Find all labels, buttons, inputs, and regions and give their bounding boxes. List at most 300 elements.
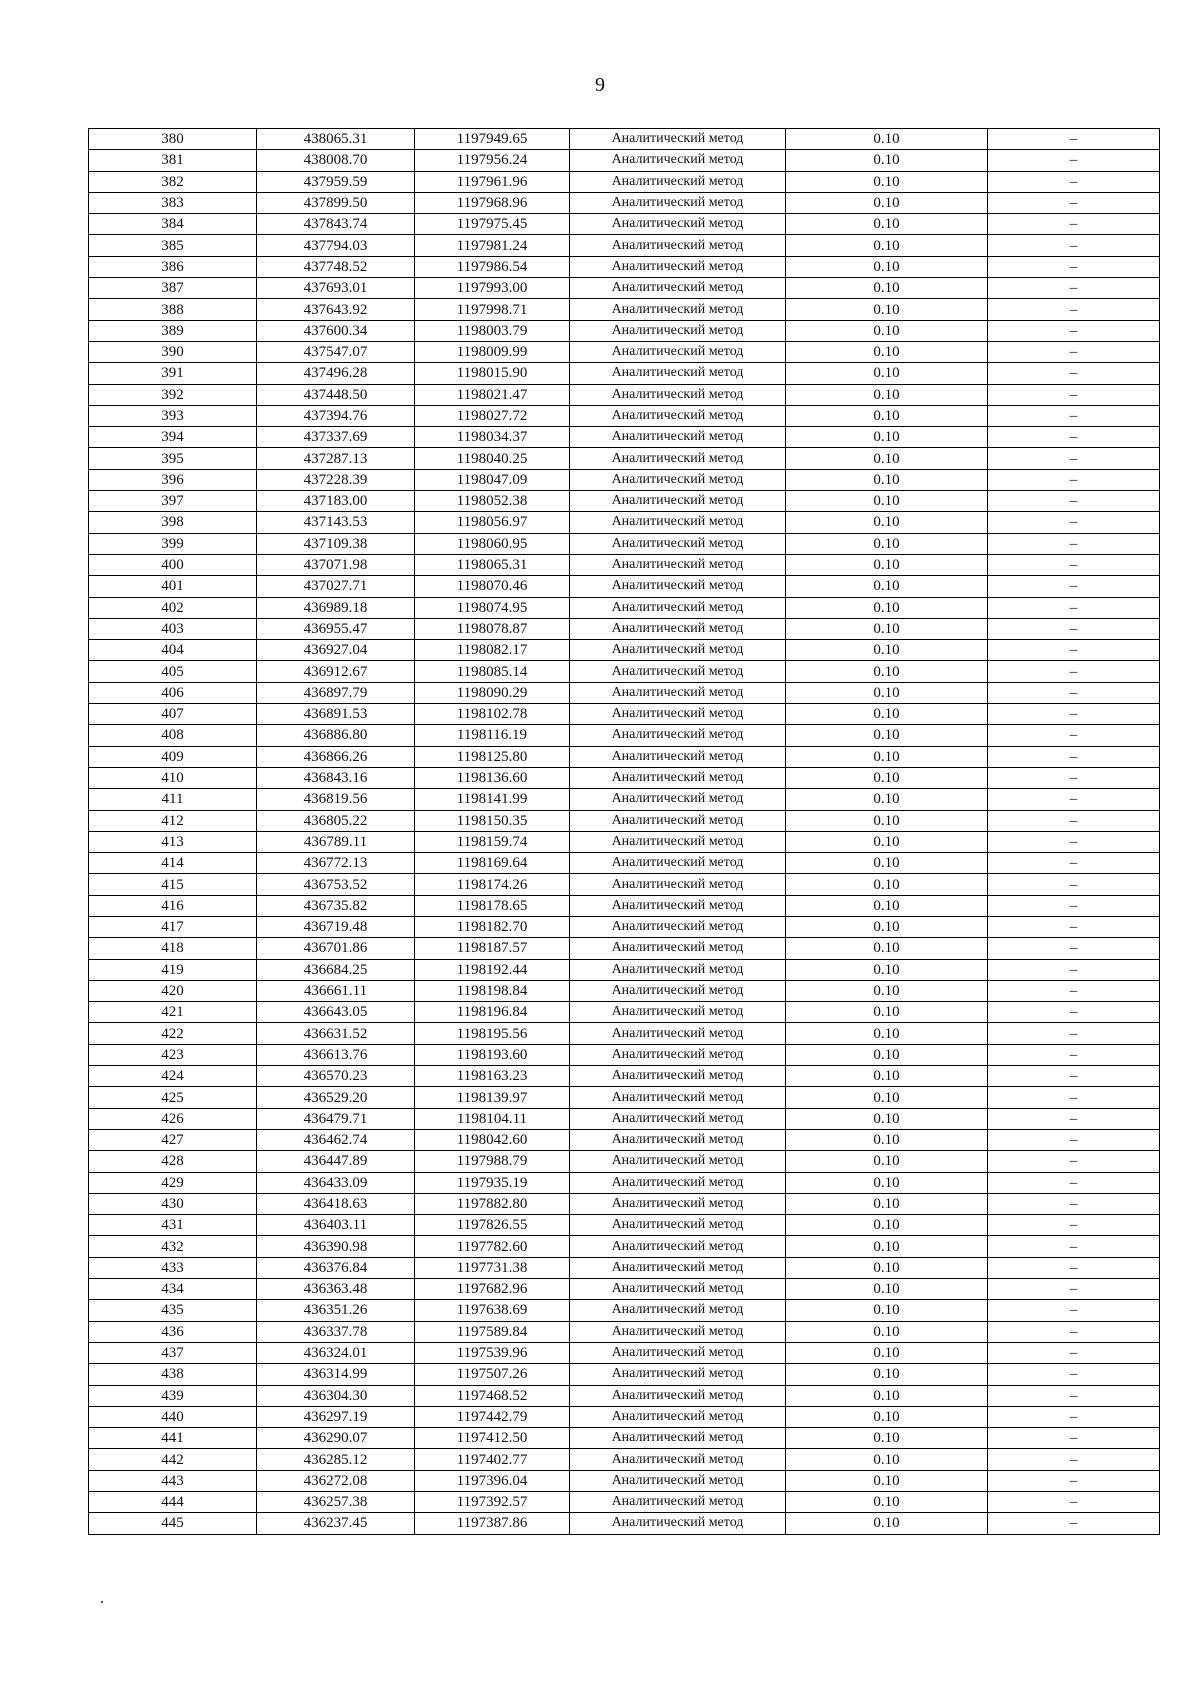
table-row xyxy=(89,1151,1160,1172)
y-coordinate-cell: 1198034.37 xyxy=(415,427,570,448)
x-coordinate-cell: 437794.03 xyxy=(257,235,415,256)
y-coordinate-cell: 1197396.04 xyxy=(415,1470,570,1491)
y-coordinate-cell: 1198056.97 xyxy=(415,512,570,533)
x-coordinate-cell: 436337.78 xyxy=(257,1321,415,1342)
method-cell: Аналитический метод xyxy=(570,746,786,767)
x-coordinate-cell: 436390.98 xyxy=(257,1236,415,1257)
method-cell: Аналитический метод xyxy=(570,1492,786,1513)
point-number-cell: 397 xyxy=(89,491,257,512)
accuracy-cell: 0.10 xyxy=(786,874,988,895)
point-number-cell: 439 xyxy=(89,1385,257,1406)
x-coordinate-cell: 437843.74 xyxy=(257,214,415,235)
accuracy-cell: 0.10 xyxy=(786,491,988,512)
accuracy-cell: 0.10 xyxy=(786,789,988,810)
note-cell: – xyxy=(988,1257,1160,1278)
method-cell: Аналитический метод xyxy=(570,1087,786,1108)
y-coordinate-cell: 1197507.26 xyxy=(415,1364,570,1385)
y-coordinate-cell: 1197968.96 xyxy=(415,192,570,213)
accuracy-cell: 0.10 xyxy=(786,129,988,150)
accuracy-cell: 0.10 xyxy=(786,554,988,575)
accuracy-cell: 0.10 xyxy=(786,1492,988,1513)
method-cell: Аналитический метод xyxy=(570,1300,786,1321)
x-coordinate-cell: 436257.38 xyxy=(257,1492,415,1513)
table-row xyxy=(89,129,1160,150)
point-number-cell: 400 xyxy=(89,554,257,575)
note-cell: – xyxy=(988,980,1160,1001)
accuracy-cell: 0.10 xyxy=(786,150,988,171)
point-number-cell: 433 xyxy=(89,1257,257,1278)
y-coordinate-cell: 1198052.38 xyxy=(415,491,570,512)
y-coordinate-cell: 1198196.84 xyxy=(415,1002,570,1023)
coordinates-table xyxy=(88,128,1160,1535)
note-cell: – xyxy=(988,682,1160,703)
x-coordinate-cell: 437899.50 xyxy=(257,192,415,213)
table-row xyxy=(89,171,1160,192)
y-coordinate-cell: 1198027.72 xyxy=(415,405,570,426)
y-coordinate-cell: 1198015.90 xyxy=(415,363,570,384)
table-row xyxy=(89,618,1160,639)
point-number-cell: 384 xyxy=(89,214,257,235)
table-row xyxy=(89,810,1160,831)
y-coordinate-cell: 1197998.71 xyxy=(415,299,570,320)
x-coordinate-cell: 436684.25 xyxy=(257,959,415,980)
point-number-cell: 385 xyxy=(89,235,257,256)
method-cell: Аналитический метод xyxy=(570,618,786,639)
y-coordinate-cell: 1198104.11 xyxy=(415,1108,570,1129)
accuracy-cell: 0.10 xyxy=(786,235,988,256)
table-row xyxy=(89,1321,1160,1342)
point-number-cell: 393 xyxy=(89,405,257,426)
note-cell: – xyxy=(988,1342,1160,1363)
note-cell: – xyxy=(988,1428,1160,1449)
accuracy-cell: 0.10 xyxy=(786,341,988,362)
y-coordinate-cell: 1198163.23 xyxy=(415,1066,570,1087)
x-coordinate-cell: 436403.11 xyxy=(257,1215,415,1236)
table-row xyxy=(89,831,1160,852)
table-row xyxy=(89,533,1160,554)
method-cell: Аналитический метод xyxy=(570,1066,786,1087)
table-row xyxy=(89,1236,1160,1257)
method-cell: Аналитический метод xyxy=(570,1172,786,1193)
point-number-cell: 437 xyxy=(89,1342,257,1363)
note-cell: – xyxy=(988,1066,1160,1087)
x-coordinate-cell: 436418.63 xyxy=(257,1193,415,1214)
y-coordinate-cell: 1197731.38 xyxy=(415,1257,570,1278)
note-cell: – xyxy=(988,853,1160,874)
method-cell: Аналитический метод xyxy=(570,1257,786,1278)
y-coordinate-cell: 1198141.99 xyxy=(415,789,570,810)
y-coordinate-cell: 1198136.60 xyxy=(415,767,570,788)
point-number-cell: 411 xyxy=(89,789,257,810)
x-coordinate-cell: 436805.22 xyxy=(257,810,415,831)
table-row xyxy=(89,235,1160,256)
point-number-cell: 389 xyxy=(89,320,257,341)
point-number-cell: 421 xyxy=(89,1002,257,1023)
accuracy-cell: 0.10 xyxy=(786,278,988,299)
method-cell: Аналитический метод xyxy=(570,874,786,895)
x-coordinate-cell: 437496.28 xyxy=(257,363,415,384)
y-coordinate-cell: 1198047.09 xyxy=(415,469,570,490)
note-cell: – xyxy=(988,278,1160,299)
y-coordinate-cell: 1198074.95 xyxy=(415,597,570,618)
point-number-cell: 410 xyxy=(89,767,257,788)
accuracy-cell: 0.10 xyxy=(786,1342,988,1363)
note-cell: – xyxy=(988,831,1160,852)
x-coordinate-cell: 438065.31 xyxy=(257,129,415,150)
point-number-cell: 426 xyxy=(89,1108,257,1129)
table-row xyxy=(89,1342,1160,1363)
x-coordinate-cell: 438008.70 xyxy=(257,150,415,171)
x-coordinate-cell: 436891.53 xyxy=(257,704,415,725)
point-number-cell: 396 xyxy=(89,469,257,490)
y-coordinate-cell: 1197993.00 xyxy=(415,278,570,299)
note-cell: – xyxy=(988,341,1160,362)
note-cell: – xyxy=(988,320,1160,341)
x-coordinate-cell: 436886.80 xyxy=(257,725,415,746)
note-cell: – xyxy=(988,959,1160,980)
note-cell: – xyxy=(988,214,1160,235)
scan-speck xyxy=(101,1601,103,1603)
y-coordinate-cell: 1197956.24 xyxy=(415,150,570,171)
point-number-cell: 432 xyxy=(89,1236,257,1257)
note-cell: – xyxy=(988,1236,1160,1257)
y-coordinate-cell: 1197882.80 xyxy=(415,1193,570,1214)
point-number-cell: 398 xyxy=(89,512,257,533)
point-number-cell: 419 xyxy=(89,959,257,980)
note-cell: – xyxy=(988,1300,1160,1321)
accuracy-cell: 0.10 xyxy=(786,1129,988,1150)
note-cell: – xyxy=(988,895,1160,916)
x-coordinate-cell: 436351.26 xyxy=(257,1300,415,1321)
method-cell: Аналитический метод xyxy=(570,1513,786,1534)
y-coordinate-cell: 1198060.95 xyxy=(415,533,570,554)
y-coordinate-cell: 1197638.69 xyxy=(415,1300,570,1321)
y-coordinate-cell: 1197782.60 xyxy=(415,1236,570,1257)
method-cell: Аналитический метод xyxy=(570,491,786,512)
point-number-cell: 418 xyxy=(89,938,257,959)
y-coordinate-cell: 1197402.77 xyxy=(415,1449,570,1470)
accuracy-cell: 0.10 xyxy=(786,1470,988,1491)
x-coordinate-cell: 436772.13 xyxy=(257,853,415,874)
y-coordinate-cell: 1198042.60 xyxy=(415,1129,570,1150)
table-row xyxy=(89,704,1160,725)
x-coordinate-cell: 436955.47 xyxy=(257,618,415,639)
y-coordinate-cell: 1198178.65 xyxy=(415,895,570,916)
accuracy-cell: 0.10 xyxy=(786,1044,988,1065)
point-number-cell: 394 xyxy=(89,427,257,448)
y-coordinate-cell: 1197682.96 xyxy=(415,1279,570,1300)
note-cell: – xyxy=(988,384,1160,405)
table-row xyxy=(89,597,1160,618)
point-number-cell: 444 xyxy=(89,1492,257,1513)
method-cell: Аналитический метод xyxy=(570,1108,786,1129)
method-cell: Аналитический метод xyxy=(570,1342,786,1363)
point-number-cell: 431 xyxy=(89,1215,257,1236)
point-number-cell: 438 xyxy=(89,1364,257,1385)
point-number-cell: 407 xyxy=(89,704,257,725)
y-coordinate-cell: 1198139.97 xyxy=(415,1087,570,1108)
note-cell: – xyxy=(988,618,1160,639)
point-number-cell: 440 xyxy=(89,1406,257,1427)
table-row xyxy=(89,1492,1160,1513)
method-cell: Аналитический метод xyxy=(570,384,786,405)
x-coordinate-cell: 437394.76 xyxy=(257,405,415,426)
method-cell: Аналитический метод xyxy=(570,895,786,916)
table-row xyxy=(89,150,1160,171)
table-row xyxy=(89,363,1160,384)
note-cell: – xyxy=(988,916,1160,937)
note-cell: – xyxy=(988,746,1160,767)
y-coordinate-cell: 1198159.74 xyxy=(415,831,570,852)
x-coordinate-cell: 436661.11 xyxy=(257,980,415,1001)
table-row xyxy=(89,661,1160,682)
point-number-cell: 427 xyxy=(89,1129,257,1150)
accuracy-cell: 0.10 xyxy=(786,1108,988,1129)
accuracy-cell: 0.10 xyxy=(786,299,988,320)
x-coordinate-cell: 436719.48 xyxy=(257,916,415,937)
method-cell: Аналитический метод xyxy=(570,916,786,937)
method-cell: Аналитический метод xyxy=(570,150,786,171)
accuracy-cell: 0.10 xyxy=(786,1300,988,1321)
method-cell: Аналитический метод xyxy=(570,1364,786,1385)
accuracy-cell: 0.10 xyxy=(786,1364,988,1385)
table-row xyxy=(89,1002,1160,1023)
x-coordinate-cell: 436290.07 xyxy=(257,1428,415,1449)
x-coordinate-cell: 436927.04 xyxy=(257,640,415,661)
x-coordinate-cell: 436314.99 xyxy=(257,1364,415,1385)
method-cell: Аналитический метод xyxy=(570,1193,786,1214)
accuracy-cell: 0.10 xyxy=(786,256,988,277)
note-cell: – xyxy=(988,427,1160,448)
accuracy-cell: 0.10 xyxy=(786,661,988,682)
method-cell: Аналитический метод xyxy=(570,959,786,980)
page-number: 9 xyxy=(595,74,605,96)
table-row xyxy=(89,469,1160,490)
table-row xyxy=(89,1023,1160,1044)
x-coordinate-cell: 436701.86 xyxy=(257,938,415,959)
method-cell: Аналитический метод xyxy=(570,299,786,320)
accuracy-cell: 0.10 xyxy=(786,214,988,235)
table-row xyxy=(89,1215,1160,1236)
note-cell: – xyxy=(988,1321,1160,1342)
x-coordinate-cell: 436989.18 xyxy=(257,597,415,618)
point-number-cell: 413 xyxy=(89,831,257,852)
method-cell: Аналитический метод xyxy=(570,661,786,682)
method-cell: Аналитический метод xyxy=(570,320,786,341)
note-cell: – xyxy=(988,1172,1160,1193)
y-coordinate-cell: 1198169.64 xyxy=(415,853,570,874)
note-cell: – xyxy=(988,1364,1160,1385)
point-number-cell: 441 xyxy=(89,1428,257,1449)
table-row xyxy=(89,1087,1160,1108)
table-row xyxy=(89,299,1160,320)
point-number-cell: 416 xyxy=(89,895,257,916)
table-row xyxy=(89,214,1160,235)
x-coordinate-cell: 437547.07 xyxy=(257,341,415,362)
x-coordinate-cell: 436819.56 xyxy=(257,789,415,810)
method-cell: Аналитический метод xyxy=(570,214,786,235)
note-cell: – xyxy=(988,576,1160,597)
x-coordinate-cell: 436447.89 xyxy=(257,1151,415,1172)
x-coordinate-cell: 436297.19 xyxy=(257,1406,415,1427)
y-coordinate-cell: 1198078.87 xyxy=(415,618,570,639)
method-cell: Аналитический метод xyxy=(570,256,786,277)
accuracy-cell: 0.10 xyxy=(786,363,988,384)
x-coordinate-cell: 436753.52 xyxy=(257,874,415,895)
accuracy-cell: 0.10 xyxy=(786,725,988,746)
accuracy-cell: 0.10 xyxy=(786,938,988,959)
method-cell: Аналитический метод xyxy=(570,235,786,256)
x-coordinate-cell: 437143.53 xyxy=(257,512,415,533)
method-cell: Аналитический метод xyxy=(570,789,786,810)
accuracy-cell: 0.10 xyxy=(786,1193,988,1214)
table-row xyxy=(89,491,1160,512)
x-coordinate-cell: 436363.48 xyxy=(257,1279,415,1300)
method-cell: Аналитический метод xyxy=(570,1279,786,1300)
point-number-cell: 429 xyxy=(89,1172,257,1193)
note-cell: – xyxy=(988,938,1160,959)
y-coordinate-cell: 1197981.24 xyxy=(415,235,570,256)
accuracy-cell: 0.10 xyxy=(786,767,988,788)
accuracy-cell: 0.10 xyxy=(786,895,988,916)
accuracy-cell: 0.10 xyxy=(786,1406,988,1427)
method-cell: Аналитический метод xyxy=(570,725,786,746)
table-row xyxy=(89,1257,1160,1278)
point-number-cell: 423 xyxy=(89,1044,257,1065)
y-coordinate-cell: 1198085.14 xyxy=(415,661,570,682)
x-coordinate-cell: 436789.11 xyxy=(257,831,415,852)
method-cell: Аналитический метод xyxy=(570,1406,786,1427)
x-coordinate-cell: 436272.08 xyxy=(257,1470,415,1491)
note-cell: – xyxy=(988,1215,1160,1236)
x-coordinate-cell: 436843.16 xyxy=(257,767,415,788)
accuracy-cell: 0.10 xyxy=(786,916,988,937)
table-row xyxy=(89,1449,1160,1470)
x-coordinate-cell: 437027.71 xyxy=(257,576,415,597)
accuracy-cell: 0.10 xyxy=(786,192,988,213)
x-coordinate-cell: 437071.98 xyxy=(257,554,415,575)
method-cell: Аналитический метод xyxy=(570,192,786,213)
note-cell: – xyxy=(988,1108,1160,1129)
y-coordinate-cell: 1198198.84 xyxy=(415,980,570,1001)
table-row xyxy=(89,1108,1160,1129)
point-number-cell: 381 xyxy=(89,150,257,171)
table-row xyxy=(89,682,1160,703)
note-cell: – xyxy=(988,1492,1160,1513)
table-row xyxy=(89,192,1160,213)
point-number-cell: 445 xyxy=(89,1513,257,1534)
x-coordinate-cell: 436631.52 xyxy=(257,1023,415,1044)
x-coordinate-cell: 436304.30 xyxy=(257,1385,415,1406)
table-row xyxy=(89,916,1160,937)
point-number-cell: 380 xyxy=(89,129,257,150)
accuracy-cell: 0.10 xyxy=(786,597,988,618)
note-cell: – xyxy=(988,150,1160,171)
accuracy-cell: 0.10 xyxy=(786,1151,988,1172)
point-number-cell: 414 xyxy=(89,853,257,874)
accuracy-cell: 0.10 xyxy=(786,533,988,554)
table-body xyxy=(89,129,1160,1535)
x-coordinate-cell: 436237.45 xyxy=(257,1513,415,1534)
y-coordinate-cell: 1197986.54 xyxy=(415,256,570,277)
note-cell: – xyxy=(988,1193,1160,1214)
point-number-cell: 417 xyxy=(89,916,257,937)
x-coordinate-cell: 437600.34 xyxy=(257,320,415,341)
accuracy-cell: 0.10 xyxy=(786,1066,988,1087)
accuracy-cell: 0.10 xyxy=(786,1513,988,1534)
table-row xyxy=(89,980,1160,1001)
accuracy-cell: 0.10 xyxy=(786,1449,988,1470)
method-cell: Аналитический метод xyxy=(570,704,786,725)
x-coordinate-cell: 436912.67 xyxy=(257,661,415,682)
accuracy-cell: 0.10 xyxy=(786,1023,988,1044)
table-row xyxy=(89,959,1160,980)
table-row xyxy=(89,405,1160,426)
note-cell: – xyxy=(988,512,1160,533)
y-coordinate-cell: 1197442.79 xyxy=(415,1406,570,1427)
x-coordinate-cell: 436570.23 xyxy=(257,1066,415,1087)
x-coordinate-cell: 437693.01 xyxy=(257,278,415,299)
method-cell: Аналитический метод xyxy=(570,597,786,618)
x-coordinate-cell: 436462.74 xyxy=(257,1129,415,1150)
point-number-cell: 408 xyxy=(89,725,257,746)
x-coordinate-cell: 436897.79 xyxy=(257,682,415,703)
note-cell: – xyxy=(988,363,1160,384)
accuracy-cell: 0.10 xyxy=(786,1087,988,1108)
y-coordinate-cell: 1198082.17 xyxy=(415,640,570,661)
table-row xyxy=(89,640,1160,661)
note-cell: – xyxy=(988,299,1160,320)
point-number-cell: 390 xyxy=(89,341,257,362)
accuracy-cell: 0.10 xyxy=(786,810,988,831)
point-number-cell: 422 xyxy=(89,1023,257,1044)
point-number-cell: 383 xyxy=(89,192,257,213)
note-cell: – xyxy=(988,1470,1160,1491)
y-coordinate-cell: 1198070.46 xyxy=(415,576,570,597)
note-cell: – xyxy=(988,1385,1160,1406)
method-cell: Аналитический метод xyxy=(570,831,786,852)
note-cell: – xyxy=(988,1279,1160,1300)
x-coordinate-cell: 437109.38 xyxy=(257,533,415,554)
note-cell: – xyxy=(988,235,1160,256)
note-cell: – xyxy=(988,533,1160,554)
accuracy-cell: 0.10 xyxy=(786,704,988,725)
point-number-cell: 442 xyxy=(89,1449,257,1470)
y-coordinate-cell: 1197949.65 xyxy=(415,129,570,150)
table-row xyxy=(89,1066,1160,1087)
point-number-cell: 404 xyxy=(89,640,257,661)
note-cell: – xyxy=(988,1002,1160,1023)
point-number-cell: 386 xyxy=(89,256,257,277)
y-coordinate-cell: 1198195.56 xyxy=(415,1023,570,1044)
point-number-cell: 402 xyxy=(89,597,257,618)
method-cell: Аналитический метод xyxy=(570,278,786,299)
accuracy-cell: 0.10 xyxy=(786,959,988,980)
accuracy-cell: 0.10 xyxy=(786,831,988,852)
note-cell: – xyxy=(988,192,1160,213)
method-cell: Аналитический метод xyxy=(570,1428,786,1449)
table-row xyxy=(89,448,1160,469)
note-cell: – xyxy=(988,1044,1160,1065)
y-coordinate-cell: 1198187.57 xyxy=(415,938,570,959)
method-cell: Аналитический метод xyxy=(570,1044,786,1065)
accuracy-cell: 0.10 xyxy=(786,618,988,639)
table-row xyxy=(89,1172,1160,1193)
note-cell: – xyxy=(988,1023,1160,1044)
table-row xyxy=(89,384,1160,405)
note-cell: – xyxy=(988,1151,1160,1172)
method-cell: Аналитический метод xyxy=(570,1129,786,1150)
